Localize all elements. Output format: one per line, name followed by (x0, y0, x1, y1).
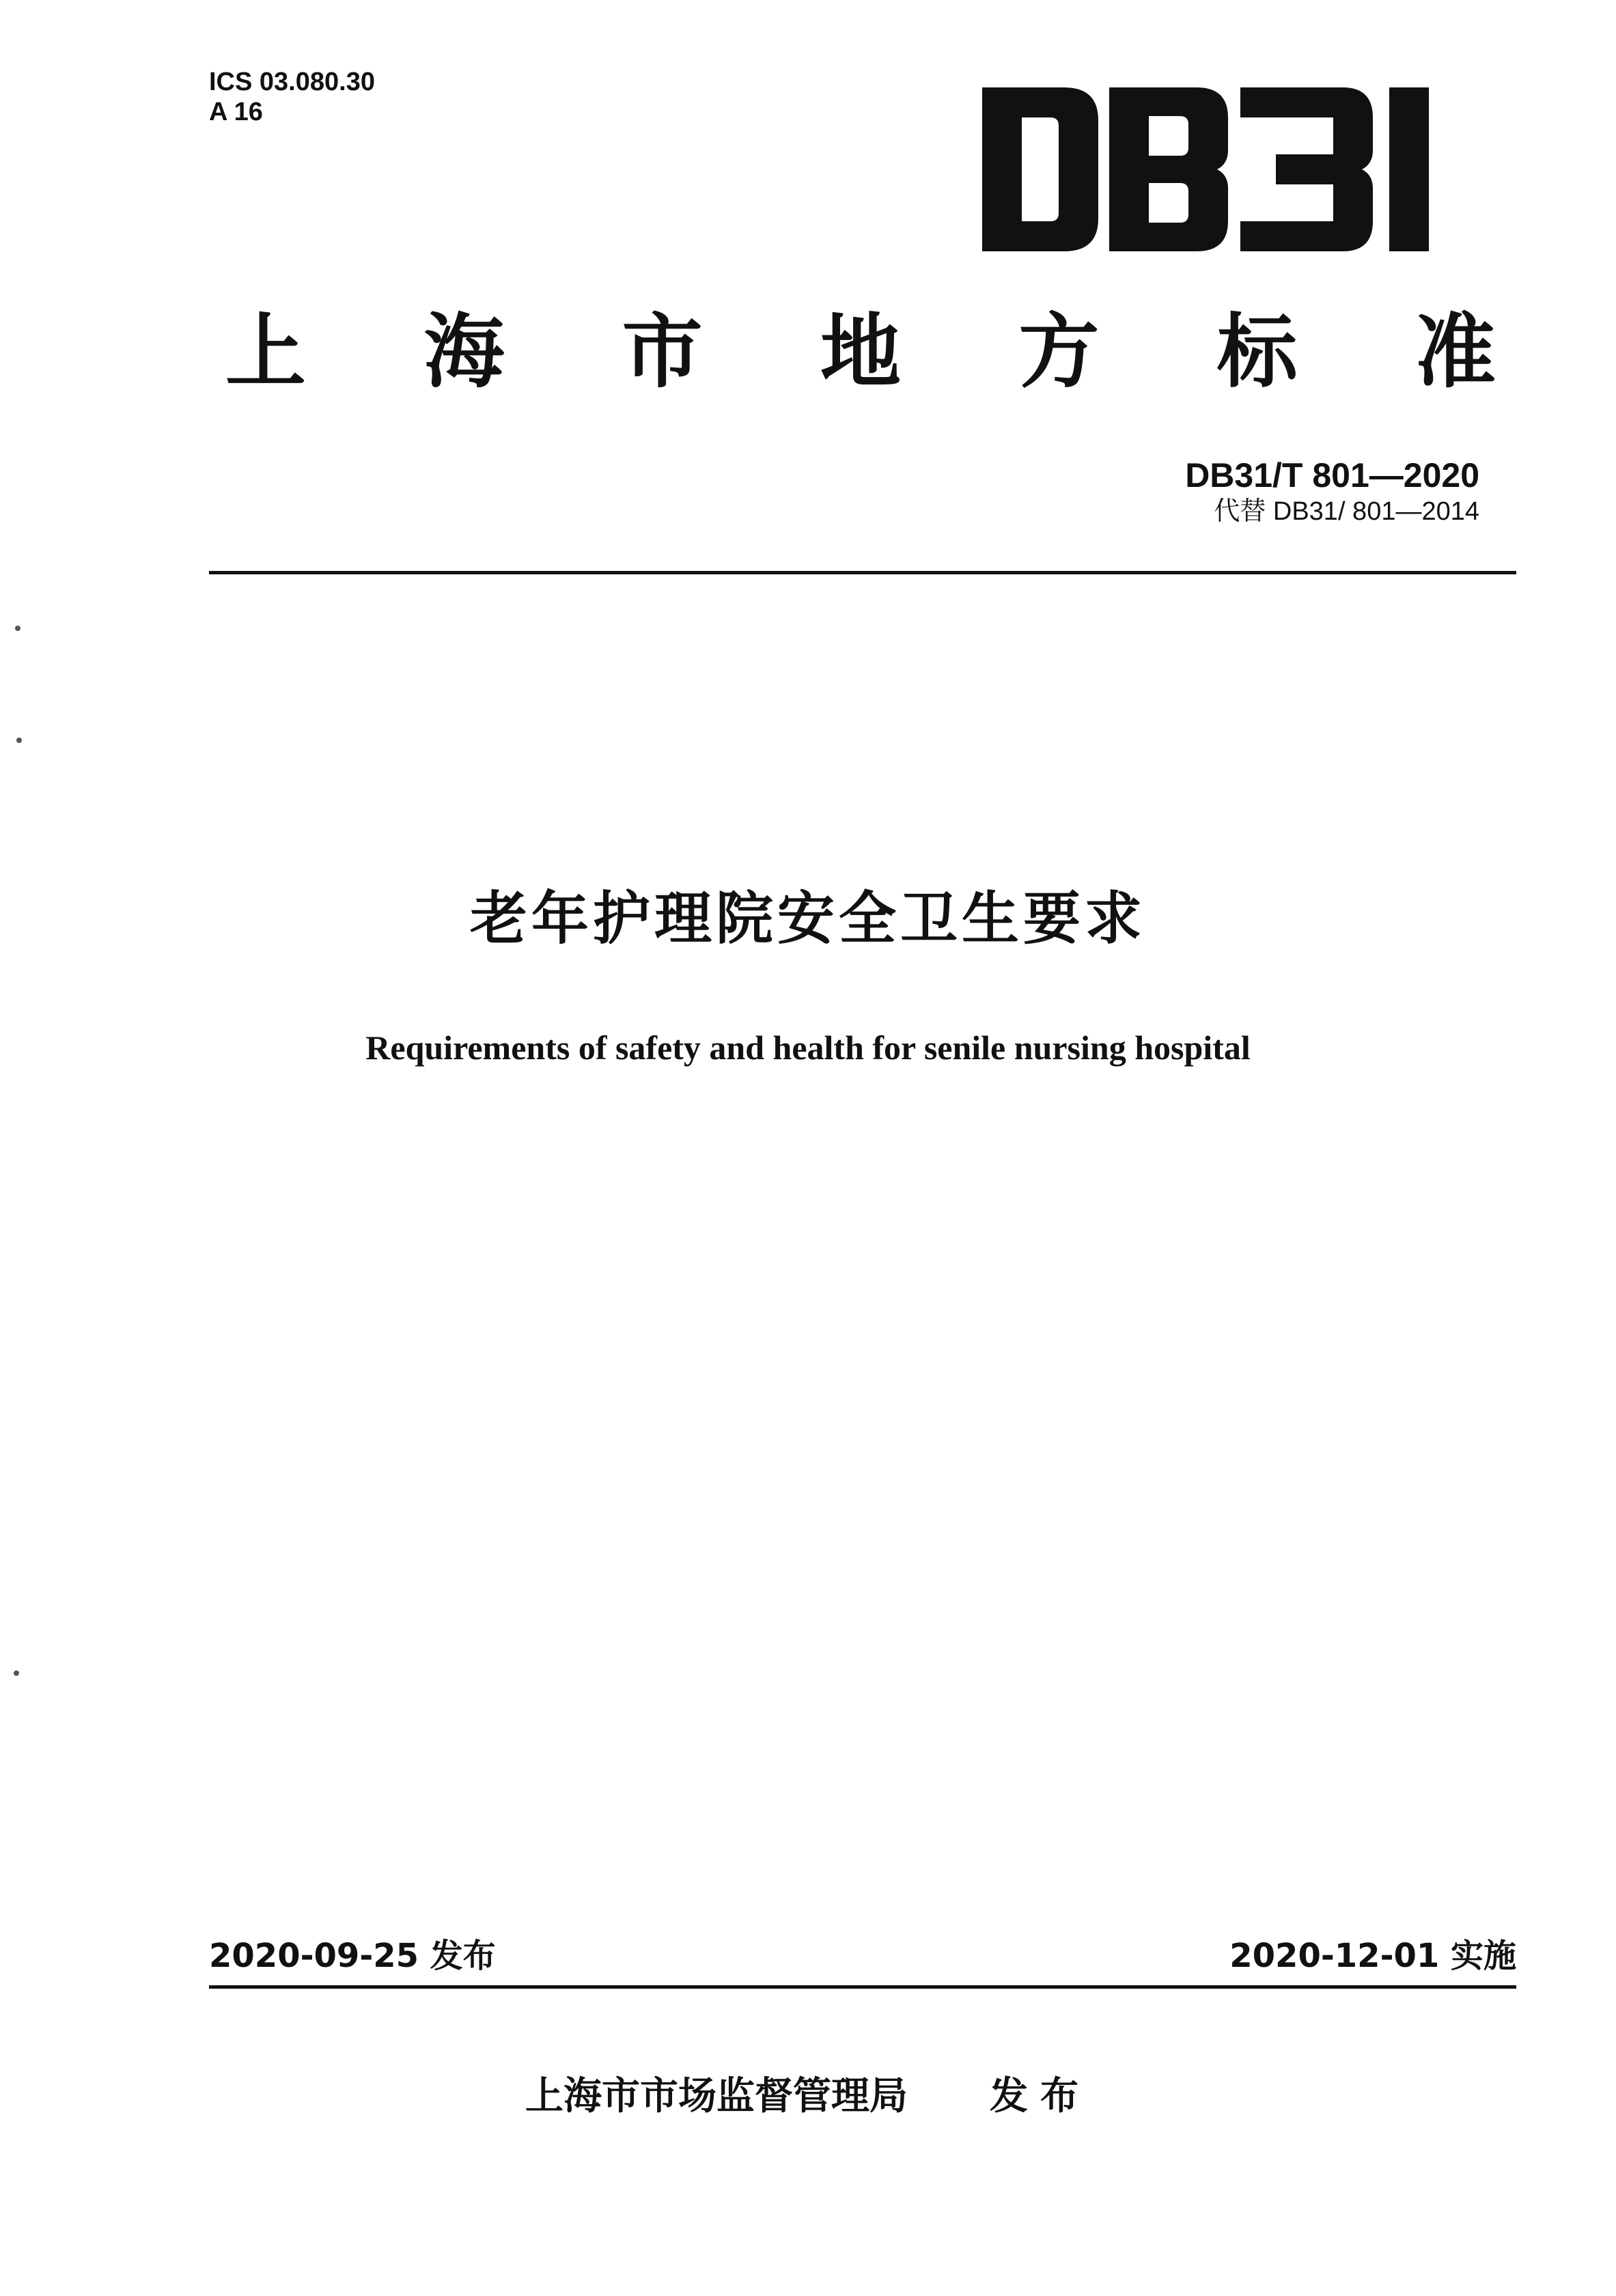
standard-type-char: 方 (1018, 305, 1100, 399)
scan-speck (14, 1670, 19, 1676)
standard-type-char: 市 (622, 305, 703, 399)
standard-type-heading (225, 300, 1496, 403)
standard-number: DB31/T 801—2020 (1185, 456, 1479, 494)
header-divider (209, 571, 1516, 574)
standard-type-char: 标 (1216, 305, 1298, 399)
replaced-standard: 代替 DB31/ 801—2014 (1214, 497, 1479, 526)
publisher-name: 上海市市场监督管理局 (525, 2074, 908, 2118)
ccs-code: A 16 (209, 98, 263, 126)
issue-date: 2020-09-25 发布 (209, 1937, 496, 1975)
standard-type-char: 地 (820, 305, 901, 399)
document-title-chinese: 老年护理院安全卫生要求 (469, 885, 1146, 952)
document-title-english: Requirements of safety and health for senile nursing hospital (365, 1028, 1251, 1067)
standard-type-char: 上 (225, 305, 307, 399)
standard-number-block (1185, 455, 1479, 527)
footer-divider (209, 1985, 1516, 1989)
publish-action: 发布 (990, 2074, 1091, 2118)
ics-code: ICS 03.080.30 (209, 68, 375, 96)
standard-type-char: 海 (423, 305, 505, 399)
standard-type-char: 准 (1415, 305, 1496, 399)
classification-codes (209, 67, 375, 127)
implementation-date: 2020-12-01 实施 (1229, 1937, 1516, 1975)
scan-speck (16, 738, 22, 743)
publisher-line (0, 2069, 1616, 2124)
scan-speck (15, 626, 20, 631)
db31-logo (982, 87, 1429, 251)
